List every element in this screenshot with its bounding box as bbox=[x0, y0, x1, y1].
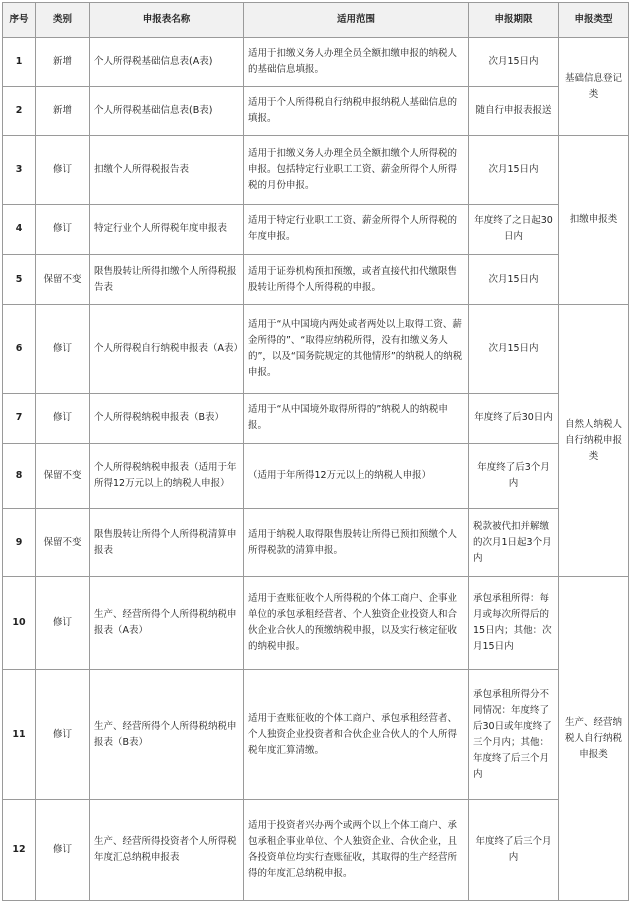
row-scope: 适用于个人所得税自行纳税申报纳税人基础信息的填报。 bbox=[244, 87, 469, 136]
row-form-name: 限售股转让所得扣缴个人所得税报告表 bbox=[90, 254, 244, 304]
row-form-name: 限售股转让所得个人所得税清算申报表 bbox=[90, 509, 244, 577]
table-row bbox=[3, 393, 629, 443]
row-seq: 3 bbox=[3, 136, 36, 204]
row-period: 随自行申报表报送 bbox=[469, 87, 559, 136]
row-form-name: 个人所得税基础信息表(A表) bbox=[90, 38, 244, 87]
header-period: 申报期限 bbox=[469, 3, 559, 38]
table-row bbox=[3, 204, 629, 254]
row-seq: 1 bbox=[3, 38, 36, 87]
table-row bbox=[3, 254, 629, 304]
header-seq: 序号 bbox=[3, 3, 36, 38]
row-scope: （适用于年所得12万元以上的纳税人申报） bbox=[244, 443, 469, 508]
row-category: 保留不变 bbox=[36, 443, 90, 508]
table-row bbox=[3, 443, 629, 508]
row-scope: 适用于扣缴义务人办理全员全额扣缴申报的纳税人的基础信息填报。 bbox=[244, 38, 469, 87]
table-row bbox=[3, 87, 629, 136]
row-scope: 适用于“从中国境外取得所得的”纳税人的纳税申报。 bbox=[244, 393, 469, 443]
row-seq: 11 bbox=[3, 669, 36, 800]
row-seq: 8 bbox=[3, 443, 36, 508]
row-form-name: 扣缴个人所得税报告表 bbox=[90, 136, 244, 204]
table-row bbox=[3, 305, 629, 393]
row-seq: 12 bbox=[3, 800, 36, 901]
row-period: 年度终了之日起30日内 bbox=[469, 204, 559, 254]
type-business-self-filing: 生产、经营纳税人自行纳税申报类 bbox=[559, 577, 629, 901]
row-category: 修订 bbox=[36, 577, 90, 669]
row-category: 修订 bbox=[36, 204, 90, 254]
row-seq: 6 bbox=[3, 305, 36, 393]
row-period: 年度终了后30日内 bbox=[469, 393, 559, 443]
row-category: 修订 bbox=[36, 305, 90, 393]
row-scope: 适用于投资者兴办两个或两个以上个体工商户、承包承租企事业单位、个人独资企业、合伙企业，且各投资单位均实行查账征收，其取得的生产经营所得的年度汇总纳税申报。 bbox=[244, 800, 469, 901]
header-type: 申报类型 bbox=[559, 3, 629, 38]
row-seq: 7 bbox=[3, 393, 36, 443]
row-category: 修订 bbox=[36, 393, 90, 443]
row-seq: 2 bbox=[3, 87, 36, 136]
row-form-name: 个人所得税基础信息表(B表) bbox=[90, 87, 244, 136]
header-category: 类别 bbox=[36, 3, 90, 38]
header-form-name: 申报表名称 bbox=[90, 3, 244, 38]
row-scope: 适用于查账征收个人所得税的个体工商户、企事业单位的承包承租经营者、个人独资企业投资人和合伙企业合伙人的预缴纳税申报，以及实行核定征收的纳税申报。 bbox=[244, 577, 469, 669]
table-row bbox=[3, 577, 629, 669]
type-withholding: 扣缴申报类 bbox=[559, 136, 629, 305]
row-form-name: 个人所得税纳税申报表（适用于年所得12万元以上的纳税人申报） bbox=[90, 443, 244, 508]
row-period: 承包承租所得：每月或每次所得后的15日内；其他：次月15日内 bbox=[469, 577, 559, 669]
row-period: 次月15日内 bbox=[469, 305, 559, 393]
row-seq: 10 bbox=[3, 577, 36, 669]
table-row bbox=[3, 38, 629, 87]
table-row bbox=[3, 136, 629, 204]
type-basic-info: 基础信息登记类 bbox=[559, 38, 629, 136]
row-scope: 适用于“从中国境内两处或者两处以上取得工资、薪金所得的”、“取得应纳税所得，没有扣缴义务人的”，以及“国务院规定的其他情形”的纳税人的纳税申报。 bbox=[244, 305, 469, 393]
row-category: 修订 bbox=[36, 800, 90, 901]
row-seq: 5 bbox=[3, 254, 36, 304]
row-period: 年度终了后三个月内 bbox=[469, 800, 559, 901]
row-category: 修订 bbox=[36, 136, 90, 204]
row-category: 新增 bbox=[36, 38, 90, 87]
table-row bbox=[3, 669, 629, 800]
table-row bbox=[3, 509, 629, 577]
row-form-name: 生产、经营所得投资者个人所得税年度汇总纳税申报表 bbox=[90, 800, 244, 901]
row-period: 税款被代扣并解缴的次月1日起3个月内 bbox=[469, 509, 559, 577]
row-scope: 适用于纳税人取得限售股转让所得已预扣预缴个人所得税款的清算申报。 bbox=[244, 509, 469, 577]
row-category: 保留不变 bbox=[36, 509, 90, 577]
row-form-name: 生产、经营所得个人所得税纳税申报表（A表） bbox=[90, 577, 244, 669]
row-period: 承包承租所得分不同情况：年度终了后30日或年度终了三个月内；其他：年度终了后三个月内 bbox=[469, 669, 559, 800]
row-seq: 9 bbox=[3, 509, 36, 577]
row-seq: 4 bbox=[3, 204, 36, 254]
row-form-name: 个人所得税纳税申报表（B表） bbox=[90, 393, 244, 443]
table-header-row bbox=[3, 3, 629, 38]
row-scope: 适用于特定行业职工工资、薪金所得个人所得税的年度申报。 bbox=[244, 204, 469, 254]
header-scope: 适用范围 bbox=[244, 3, 469, 38]
row-form-name: 生产、经营所得个人所得税纳税申报表（B表） bbox=[90, 669, 244, 800]
row-period: 次月15日内 bbox=[469, 38, 559, 87]
table-row bbox=[3, 800, 629, 901]
row-form-name: 个人所得税自行纳税申报表（A表） bbox=[90, 305, 244, 393]
row-form-name: 特定行业个人所得税年度申报表 bbox=[90, 204, 244, 254]
row-period: 次月15日内 bbox=[469, 136, 559, 204]
tax-return-table bbox=[2, 2, 629, 901]
row-scope: 适用于证券机构预扣预缴，或者直接代扣代缴限售股转让所得个人所得税的申报。 bbox=[244, 254, 469, 304]
row-period: 年度终了后3个月内 bbox=[469, 443, 559, 508]
row-scope: 适用于查账征收的个体工商户、承包承租经营者、个人独资企业投资者和合伙企业合伙人的个人所得税年度汇算清缴。 bbox=[244, 669, 469, 800]
type-individual-self-filing: 自然人纳税人自行纳税申报类 bbox=[559, 305, 629, 577]
row-period: 次月15日内 bbox=[469, 254, 559, 304]
row-scope: 适用于扣缴义务人办理全员全额扣缴个人所得税的申报。包括特定行业职工工资、薪金所得个人所得税的月份申报。 bbox=[244, 136, 469, 204]
row-category: 新增 bbox=[36, 87, 90, 136]
row-category: 修订 bbox=[36, 669, 90, 800]
row-category: 保留不变 bbox=[36, 254, 90, 304]
